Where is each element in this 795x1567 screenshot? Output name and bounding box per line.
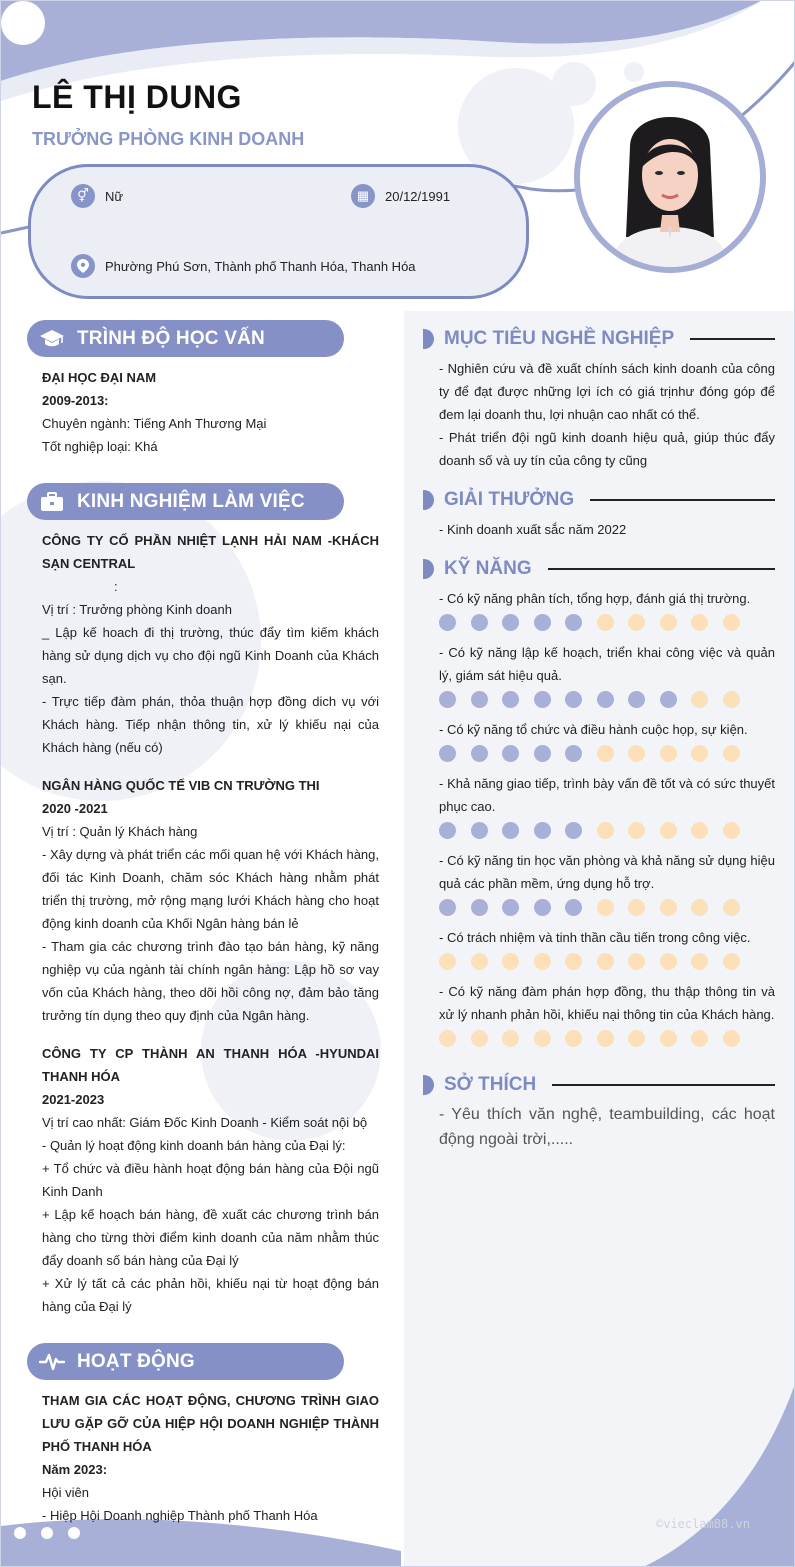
- job-line: + Xử lý tất cả các phản hồi, khiếu nại từ hoạt động bán hàng của Đại lý: [42, 1276, 379, 1314]
- skill-dot: [502, 953, 519, 970]
- skill-dot: [565, 614, 582, 631]
- skill-dot: [691, 691, 708, 708]
- gender-value: Nữ: [105, 188, 124, 204]
- skill-dot: [597, 953, 614, 970]
- skill-dot: [628, 691, 645, 708]
- skill-text: - Có kỹ năng tin học văn phòng và khả năng sử dụng hiệu quả các phần mềm, ứng dụng hỗ trợ.: [439, 853, 775, 891]
- skill-dot: [534, 1030, 551, 1047]
- skill-dot: [628, 614, 645, 631]
- job-line: - Xây dựng và phát triển các mối quan hệ với Khách hàng, đối tác Kinh Doanh, chăm sóc Khách hàng nhằm phát triển thị trường, mở rộng mạng lưới Khách hàng cho hoạt động kinh doanh của Khối Ngân hàng bán lẻ: [42, 847, 379, 931]
- skill-dot: [565, 822, 582, 839]
- skill-dot: [439, 745, 456, 762]
- education-heading: TRÌNH ĐỘ HỌC VẤN: [27, 320, 344, 357]
- skill-dot: [471, 614, 488, 631]
- heading-rule: [552, 1084, 775, 1086]
- experience-heading: KINH NGHIỆM LÀM VIỆC: [27, 483, 344, 520]
- skill-dot: [439, 953, 456, 970]
- skill-dot: [471, 745, 488, 762]
- skill-dot: [723, 899, 740, 916]
- heading-rule: [590, 499, 775, 501]
- skill-dot: [691, 1030, 708, 1047]
- activity-year: Năm 2023:: [42, 1462, 108, 1477]
- address-row: [71, 254, 416, 278]
- job-period: 2020 -2021: [42, 801, 108, 816]
- skill-dot: [502, 899, 519, 916]
- skill-dot: [439, 1030, 456, 1047]
- skill-dot: [597, 1030, 614, 1047]
- skill-text: - Có kỹ năng tổ chức và điều hành cuộc họp, sự kiện.: [439, 722, 748, 737]
- skill-dot: [565, 1030, 582, 1047]
- skill-dot: [439, 614, 456, 631]
- watermark: ©vieclam88.vn: [656, 1517, 750, 1531]
- skill-dot: [660, 822, 677, 839]
- skill-dot: [660, 899, 677, 916]
- heading-marker: [423, 559, 434, 579]
- job-line: Vị trí : Quản lý Khách hàng: [42, 824, 198, 839]
- skill-dot: [534, 899, 551, 916]
- hobbies-heading: SỞ THÍCH: [423, 1074, 775, 1096]
- job-line: + Tổ chức và điều hành hoạt động bán hàng của Đội ngũ Kinh Danh: [42, 1161, 379, 1199]
- pulse-icon: [33, 1353, 71, 1371]
- skill-dot: [471, 1030, 488, 1047]
- skill-dot: [660, 691, 677, 708]
- skill-dot: [502, 614, 519, 631]
- skill-dot: [628, 745, 645, 762]
- skill-dot: [660, 1030, 677, 1047]
- location-pin-icon: [71, 254, 95, 278]
- skill-dot: [439, 691, 456, 708]
- award-line: - Kinh doanh xuất sắc năm 2022: [439, 522, 627, 537]
- objective-line: - Nghiên cứu và đề xuất chính sách kinh doanh của công ty để đạt được những lợi ích có giá trịnhư đóng góp để đem lại doanh thu, lợi nhuận cao nhất có thể.: [439, 361, 775, 422]
- skill-dot: [471, 953, 488, 970]
- job-period: 2021-2023: [42, 1092, 105, 1107]
- skill-dot: [534, 745, 551, 762]
- skill-text: - Có kỹ năng đàm phán hợp đồng, thu thập thông tin và xử lý nhanh phản hồi, khiếu nại thông tin của Khách hàng.: [439, 984, 775, 1022]
- job-line: Vị trí cao nhất: Giám Đốc Kinh Doanh - Kiểm soát nội bộ: [42, 1115, 368, 1130]
- job-line: Vị trí : Trưởng phòng Kinh doanh: [42, 602, 232, 617]
- skill-dot: [471, 899, 488, 916]
- skill-text: - Có kỹ năng lập kế hoạch, triển khai công việc và quản lý, giám sát hiệu quả.: [439, 645, 775, 683]
- job-period: :: [114, 579, 118, 594]
- activities-block: [42, 1389, 379, 1527]
- objective-heading: MỤC TIÊU NGHỀ NGHIỆP: [423, 328, 775, 350]
- education-period: 2009-2013:: [42, 393, 109, 408]
- job-3: [42, 1042, 379, 1318]
- skill-dot: [723, 745, 740, 762]
- skill-dot: [597, 899, 614, 916]
- skill-dot: [691, 614, 708, 631]
- job-company: CÔNG TY CP THÀNH AN THANH HÓA -HYUNDAI THANH HÓA: [42, 1046, 379, 1084]
- job-line: - Trực tiếp đàm phán, thỏa thuận hợp đồng dich vụ với Khách hàng. Tiếp nhận thông tin, xử lý khiếu nại của Khách hàng (nếu có): [42, 694, 379, 755]
- skill-dot: [660, 614, 677, 631]
- skill-dot: [502, 1030, 519, 1047]
- skill-dot: [723, 822, 740, 839]
- birthday-row: [351, 184, 450, 208]
- skill-dot: [565, 745, 582, 762]
- gender-row: [71, 184, 123, 208]
- objective-block: [439, 357, 775, 472]
- skill-text: - Có kỹ năng phân tích, tổng hợp, đánh giá thị trường.: [439, 591, 751, 606]
- hobbies-text: - Yêu thích văn nghệ, teambuilding, các hoạt động ngoài trời,.....: [439, 1106, 775, 1148]
- skill-text: - Có trách nhiệm và tinh thần cầu tiến trong công việc.: [439, 930, 751, 945]
- skill-dot: [471, 691, 488, 708]
- skills-heading: KỸ NĂNG: [423, 558, 775, 580]
- job-line: + Lập kế hoạch bán hàng, đề xuất các chương trình bán hàng cho từng thời điểm kinh doanh của năm nhằm thúc đẩy doanh số bán hàng của Đại lý: [42, 1207, 379, 1268]
- job-company: CÔNG TY CỐ PHẦN NHIỆT LẠNH HẢI NAM -KHÁCH SẠN CENTRAL: [42, 533, 379, 571]
- skill-dot: [597, 822, 614, 839]
- heading-marker: [423, 1075, 434, 1095]
- heading-marker: [423, 490, 434, 510]
- skill-dot: [628, 953, 645, 970]
- gender-icon: ⚥: [71, 184, 95, 208]
- skill-dot: [502, 691, 519, 708]
- profile-photo: [580, 87, 760, 267]
- skill-dot: [597, 745, 614, 762]
- job-line: - Quản lý hoạt động kinh doanh bán hàng của Đại lý:: [42, 1138, 346, 1153]
- activity-role: Hội viên: [42, 1485, 89, 1500]
- skill-dot: [565, 953, 582, 970]
- job-2: [42, 774, 379, 1027]
- objective-line: - Phát triển đội ngũ kinh doanh hiệu quả, giúp thúc đẩy doanh số và uy tín của công ty cũng: [439, 430, 775, 468]
- profile-photo-frame: [574, 81, 766, 273]
- skill-dot: [439, 899, 456, 916]
- education-block: [42, 366, 379, 458]
- skill-dot: [565, 691, 582, 708]
- candidate-name: LÊ THỊ DUNG: [32, 79, 242, 115]
- address-value: Phường Phú Sơn, Thành phố Thanh Hóa, Thanh Hóa: [105, 258, 416, 274]
- heading-rule: [548, 568, 775, 570]
- calendar-icon: ▦: [351, 184, 375, 208]
- skill-dot: [502, 822, 519, 839]
- skill-dot: [502, 745, 519, 762]
- skill-dot: [691, 745, 708, 762]
- personal-info-box: [28, 164, 529, 299]
- awards-heading: GIẢI THƯỞNG: [423, 489, 775, 511]
- skill-text: - Khả năng giao tiếp, trình bày vấn đề tốt và có sức thuyết phục cao.: [439, 776, 775, 814]
- skill-dot: [723, 953, 740, 970]
- skill-dot: [691, 953, 708, 970]
- job-line: _ Lập kế hoach đi thị trường, thúc đẩy tìm kiếm khách hàng sử dụng dịch vụ cho đội ngũ Kinh Doanh của Khách sạn.: [42, 625, 379, 686]
- job-line: - Tham gia các chương trình đào tạo bán hàng, kỹ năng nghiệp vụ của ngành tài chính ngân hàng: Lập hồ sơ vay vốn của Khách hàng, theo dõi hồi công nợ, đảm bảo tăng trưởng tín dụng theo quy định của Ngân hàng.: [42, 939, 379, 1023]
- skill-dot: [691, 822, 708, 839]
- skill-dot: [660, 953, 677, 970]
- heading-rule: [690, 338, 775, 340]
- skill-dot: [628, 899, 645, 916]
- skill-dot: [534, 691, 551, 708]
- skill-dot: [534, 822, 551, 839]
- heading-marker: [423, 329, 434, 349]
- education-major: Chuyên ngành: Tiếng Anh Thương Mại: [42, 416, 267, 431]
- skill-dot: [565, 899, 582, 916]
- activity-title: THAM GIA CÁC HOẠT ĐỘNG, CHƯƠNG TRÌNH GIAO LƯU GẶP GỠ CỦA HIỆP HỘI DOANH NGHIỆP THÀNH PHỐ THANH HÓA: [42, 1393, 379, 1454]
- school-name: ĐẠI HỌC ĐẠI NAM: [42, 370, 157, 385]
- education-grade: Tốt nghiệp loại: Khá: [42, 439, 158, 454]
- activity-org: - Hiệp Hội Doanh nghiệp Thành phố Thanh Hóa: [42, 1508, 318, 1523]
- skill-dot: [471, 822, 488, 839]
- skill-dot: [723, 1030, 740, 1047]
- skill-dot: [597, 614, 614, 631]
- skill-dot: [691, 899, 708, 916]
- briefcase-icon: [33, 492, 71, 512]
- skill-dot: [723, 691, 740, 708]
- awards-block: [439, 518, 775, 541]
- skill-dot: [628, 822, 645, 839]
- skill-dot: [534, 614, 551, 631]
- graduation-cap-icon: [33, 329, 71, 349]
- skill-dot: [723, 614, 740, 631]
- skill-dot: [534, 953, 551, 970]
- skill-dot: [439, 822, 456, 839]
- birthday-value: 20/12/1991: [385, 188, 451, 204]
- skill-dot: [660, 745, 677, 762]
- skill-dot: [628, 1030, 645, 1047]
- skill-dot: [597, 691, 614, 708]
- activities-heading: HOẠT ĐỘNG: [27, 1343, 344, 1380]
- job-company: NGÂN HÀNG QUỐC TẾ VIB CN TRƯỜNG THI: [42, 778, 320, 793]
- job-1: [42, 529, 379, 759]
- candidate-position: TRƯỞNG PHÒNG KINH DOANH: [32, 129, 305, 149]
